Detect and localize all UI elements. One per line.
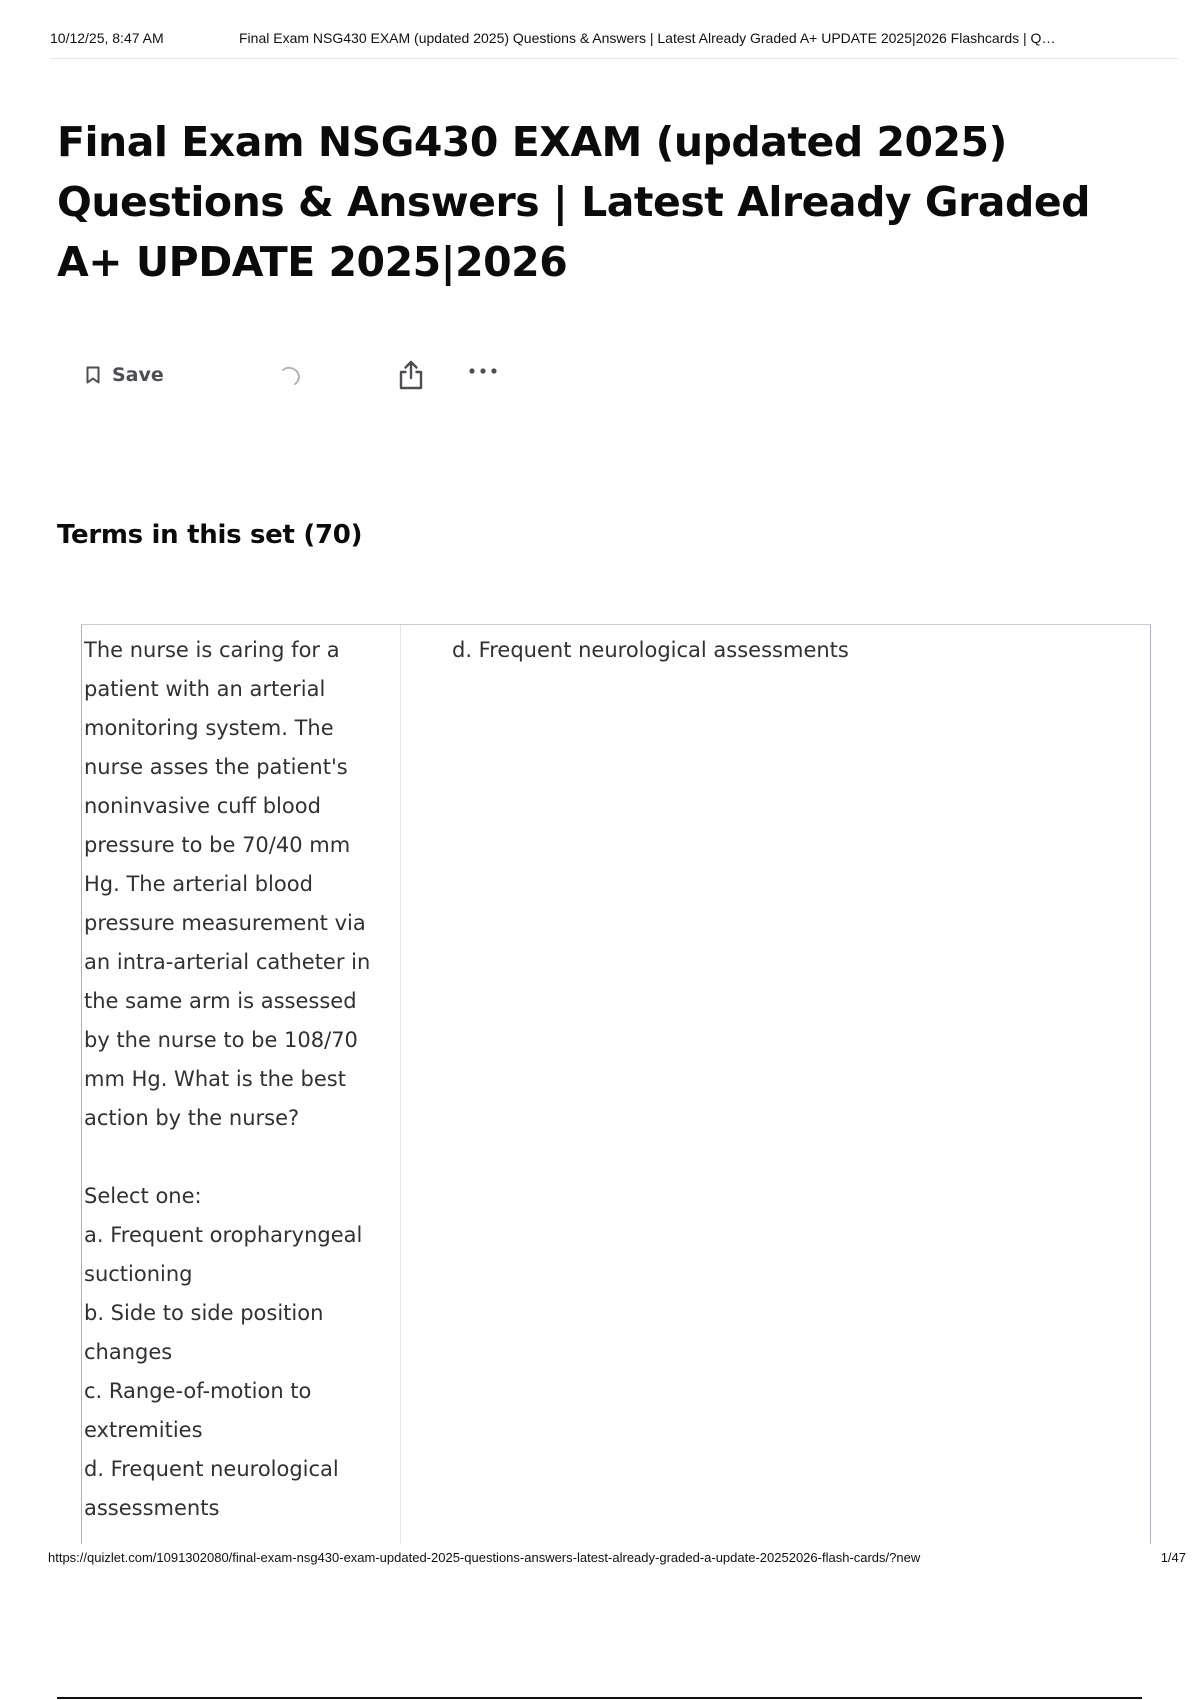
print-header xyxy=(50,30,1178,59)
bookmark-icon xyxy=(86,366,100,384)
question-line: pressure measurement via xyxy=(84,911,366,935)
options-intro: Select one: xyxy=(84,1184,202,1208)
option-line: d. Frequent neurological xyxy=(84,1457,339,1481)
print-url: https://quizlet.com/1091302080/final-exam-nsg430-exam-updated-2025-questions-answers-latest-already-graded-a-update-20252026-flash-cards/?new xyxy=(48,1550,921,1565)
question-line: action by the nurse? xyxy=(84,1106,300,1130)
question-line: nurse asses the patient's xyxy=(84,755,348,779)
option-line: a. Frequent oropharyngeal xyxy=(84,1223,363,1247)
option-line: assessments xyxy=(84,1496,220,1520)
page-title: Final Exam NSG430 EXAM (updated 2025) Questions & Answers | Latest Already Graded A+ UPDATE 2025|2026 xyxy=(57,118,1090,286)
question-line: The nurse is caring for a xyxy=(84,638,340,662)
more-options-icon xyxy=(468,366,498,376)
option-line: extremities xyxy=(84,1418,203,1442)
question-line: mm Hg. What is the best xyxy=(84,1067,346,1091)
option-line: b. Side to side position xyxy=(84,1301,324,1325)
question-line: patient with an arterial xyxy=(84,677,326,701)
question-line: the same arm is assessed xyxy=(84,989,357,1013)
set-toolbar xyxy=(86,358,526,394)
page-number: 1/47 xyxy=(1160,1550,1186,1565)
term-card xyxy=(81,624,1151,1544)
term-definition: d. Frequent neurological assessments xyxy=(452,638,849,662)
more-options-button[interactable] xyxy=(468,364,498,379)
print-document-title: Final Exam NSG430 EXAM (updated 2025) Questions & Answers | Latest Already Graded A+ UPDATE 2025|2026 Flashcards | Q… xyxy=(239,30,1056,46)
terms-heading: Terms in this set (70) xyxy=(57,520,363,550)
share-icon xyxy=(398,360,424,390)
question-line: noninvasive cuff blood xyxy=(84,794,321,818)
page-bottom-rule xyxy=(57,1697,1142,1699)
question-line: Hg. The arterial blood xyxy=(84,872,313,896)
question-line: by the nurse to be 108/70 xyxy=(84,1028,358,1052)
spinner-icon xyxy=(278,363,304,389)
term-card-divider xyxy=(400,625,401,1544)
term-question xyxy=(84,631,384,1528)
print-date: 10/12/25, 8:47 AM xyxy=(50,30,164,46)
share-button[interactable] xyxy=(398,360,424,393)
print-footer xyxy=(48,1550,1186,1570)
save-button[interactable] xyxy=(86,364,164,386)
question-spacer xyxy=(84,1138,384,1177)
question-line: an intra-arterial catheter in xyxy=(84,950,371,974)
question-line: monitoring system. The xyxy=(84,716,334,740)
save-button-label: Save xyxy=(112,364,164,386)
option-line: changes xyxy=(84,1340,173,1364)
option-line: suctioning xyxy=(84,1262,193,1286)
option-line: c. Range-of-motion to xyxy=(84,1379,312,1403)
question-line: pressure to be 70/40 mm xyxy=(84,833,351,857)
